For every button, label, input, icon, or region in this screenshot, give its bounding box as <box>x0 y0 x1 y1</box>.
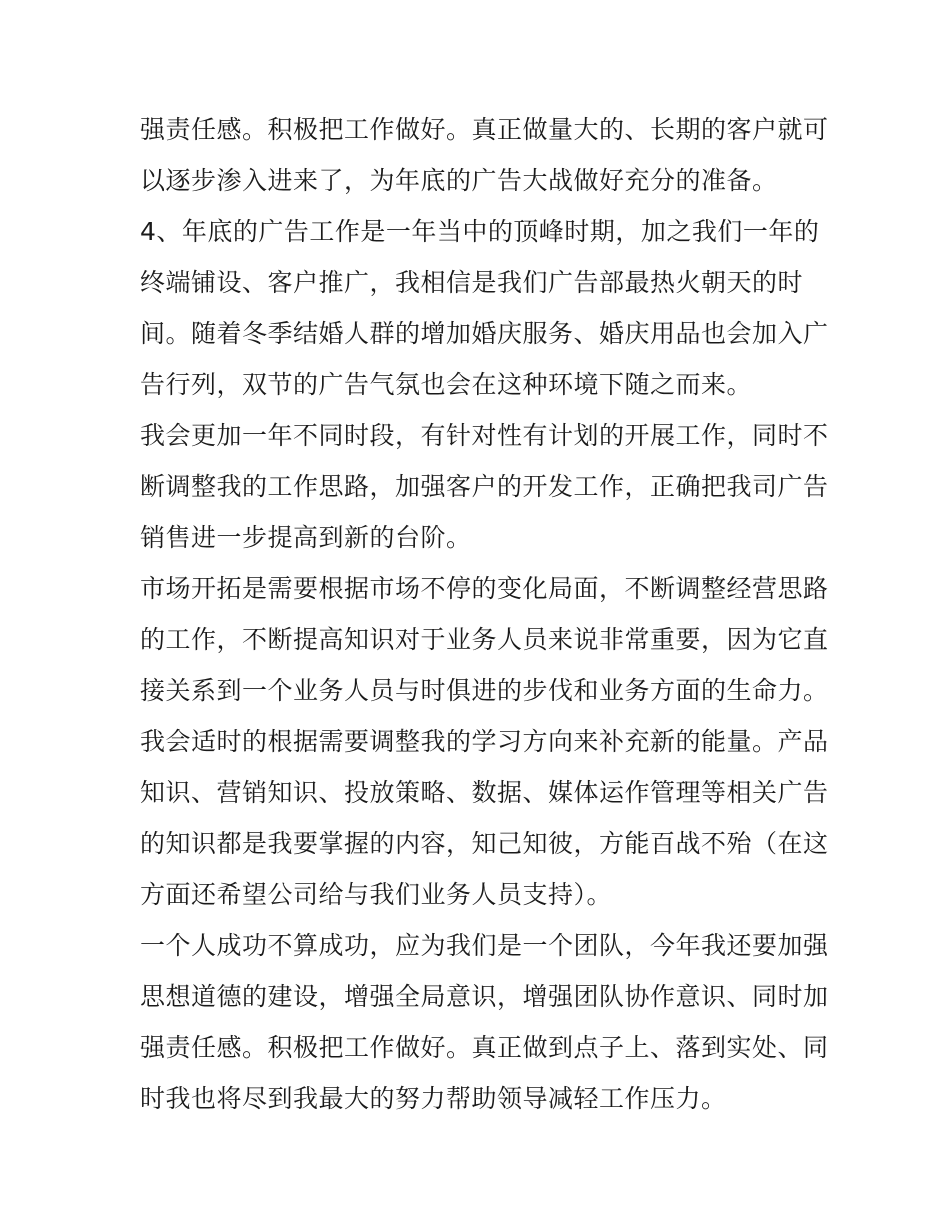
text-line: 一个人成功不算成功，应为我们是一个团队，今年我还要加强 <box>140 931 829 960</box>
text-line: 断调整我的工作思路，加强客户的开发工作，正确把我司广告 <box>140 472 829 501</box>
text-line: 思想道德的建设，增强全局意识，增强团队协作意识、同时加 <box>140 982 829 1011</box>
text-line: 时我也将尽到我最大的努力帮助领导减轻工作压力。 <box>140 1084 727 1113</box>
text-line: 的知识都是我要掌握的内容，知己知彼，方能百战不殆（在这 <box>140 829 829 858</box>
text-line: 以逐步渗入进来了，为年底的广告大战做好充分的准备。 <box>140 166 778 195</box>
text-line: 方面还希望公司给与我们业务人员支持）。 <box>140 880 613 909</box>
text-line: 强责任感。积极把工作做好。真正做到点子上、落到实处、同 <box>140 1033 829 1062</box>
text-line: 间。随着冬季结婚人群的增加婚庆服务、婚庆用品也会加入广 <box>140 319 829 348</box>
text-line: 销售进一步提高到新的台阶。 <box>140 523 472 552</box>
text-line: 我会更加一年不同时段，有针对性有计划的开展工作，同时不 <box>140 421 829 450</box>
document-body <box>140 104 829 1124</box>
text-line: 告行列，双节的广告气氛也会在这种环境下随之而来。 <box>140 370 753 399</box>
text-line: 我会适时的根据需要调整我的学习方向来补充新的能量。产品 <box>140 727 829 756</box>
text-line: 终端铺设、客户推广，我相信是我们广告部最热火朝天的时 <box>140 268 804 297</box>
text-line: 接关系到一个业务人员与时俱进的步伐和业务方面的生命力。 <box>140 676 829 705</box>
text-line: 强责任感。积极把工作做好。真正做量大的、长期的客户就可 <box>140 115 829 144</box>
text-line: 4、年底的广告工作是一年当中的顶峰时期，加之我们一年的 <box>140 217 820 246</box>
text-line: 知识、营销知识、投放策略、数据、媒体运作管理等相关广告 <box>140 778 829 807</box>
text-line: 市场开拓是需要根据市场不停的变化局面，不断调整经营思路 <box>140 574 829 603</box>
text-line: 的工作，不断提高知识对于业务人员来说非常重要，因为它直 <box>140 625 829 654</box>
